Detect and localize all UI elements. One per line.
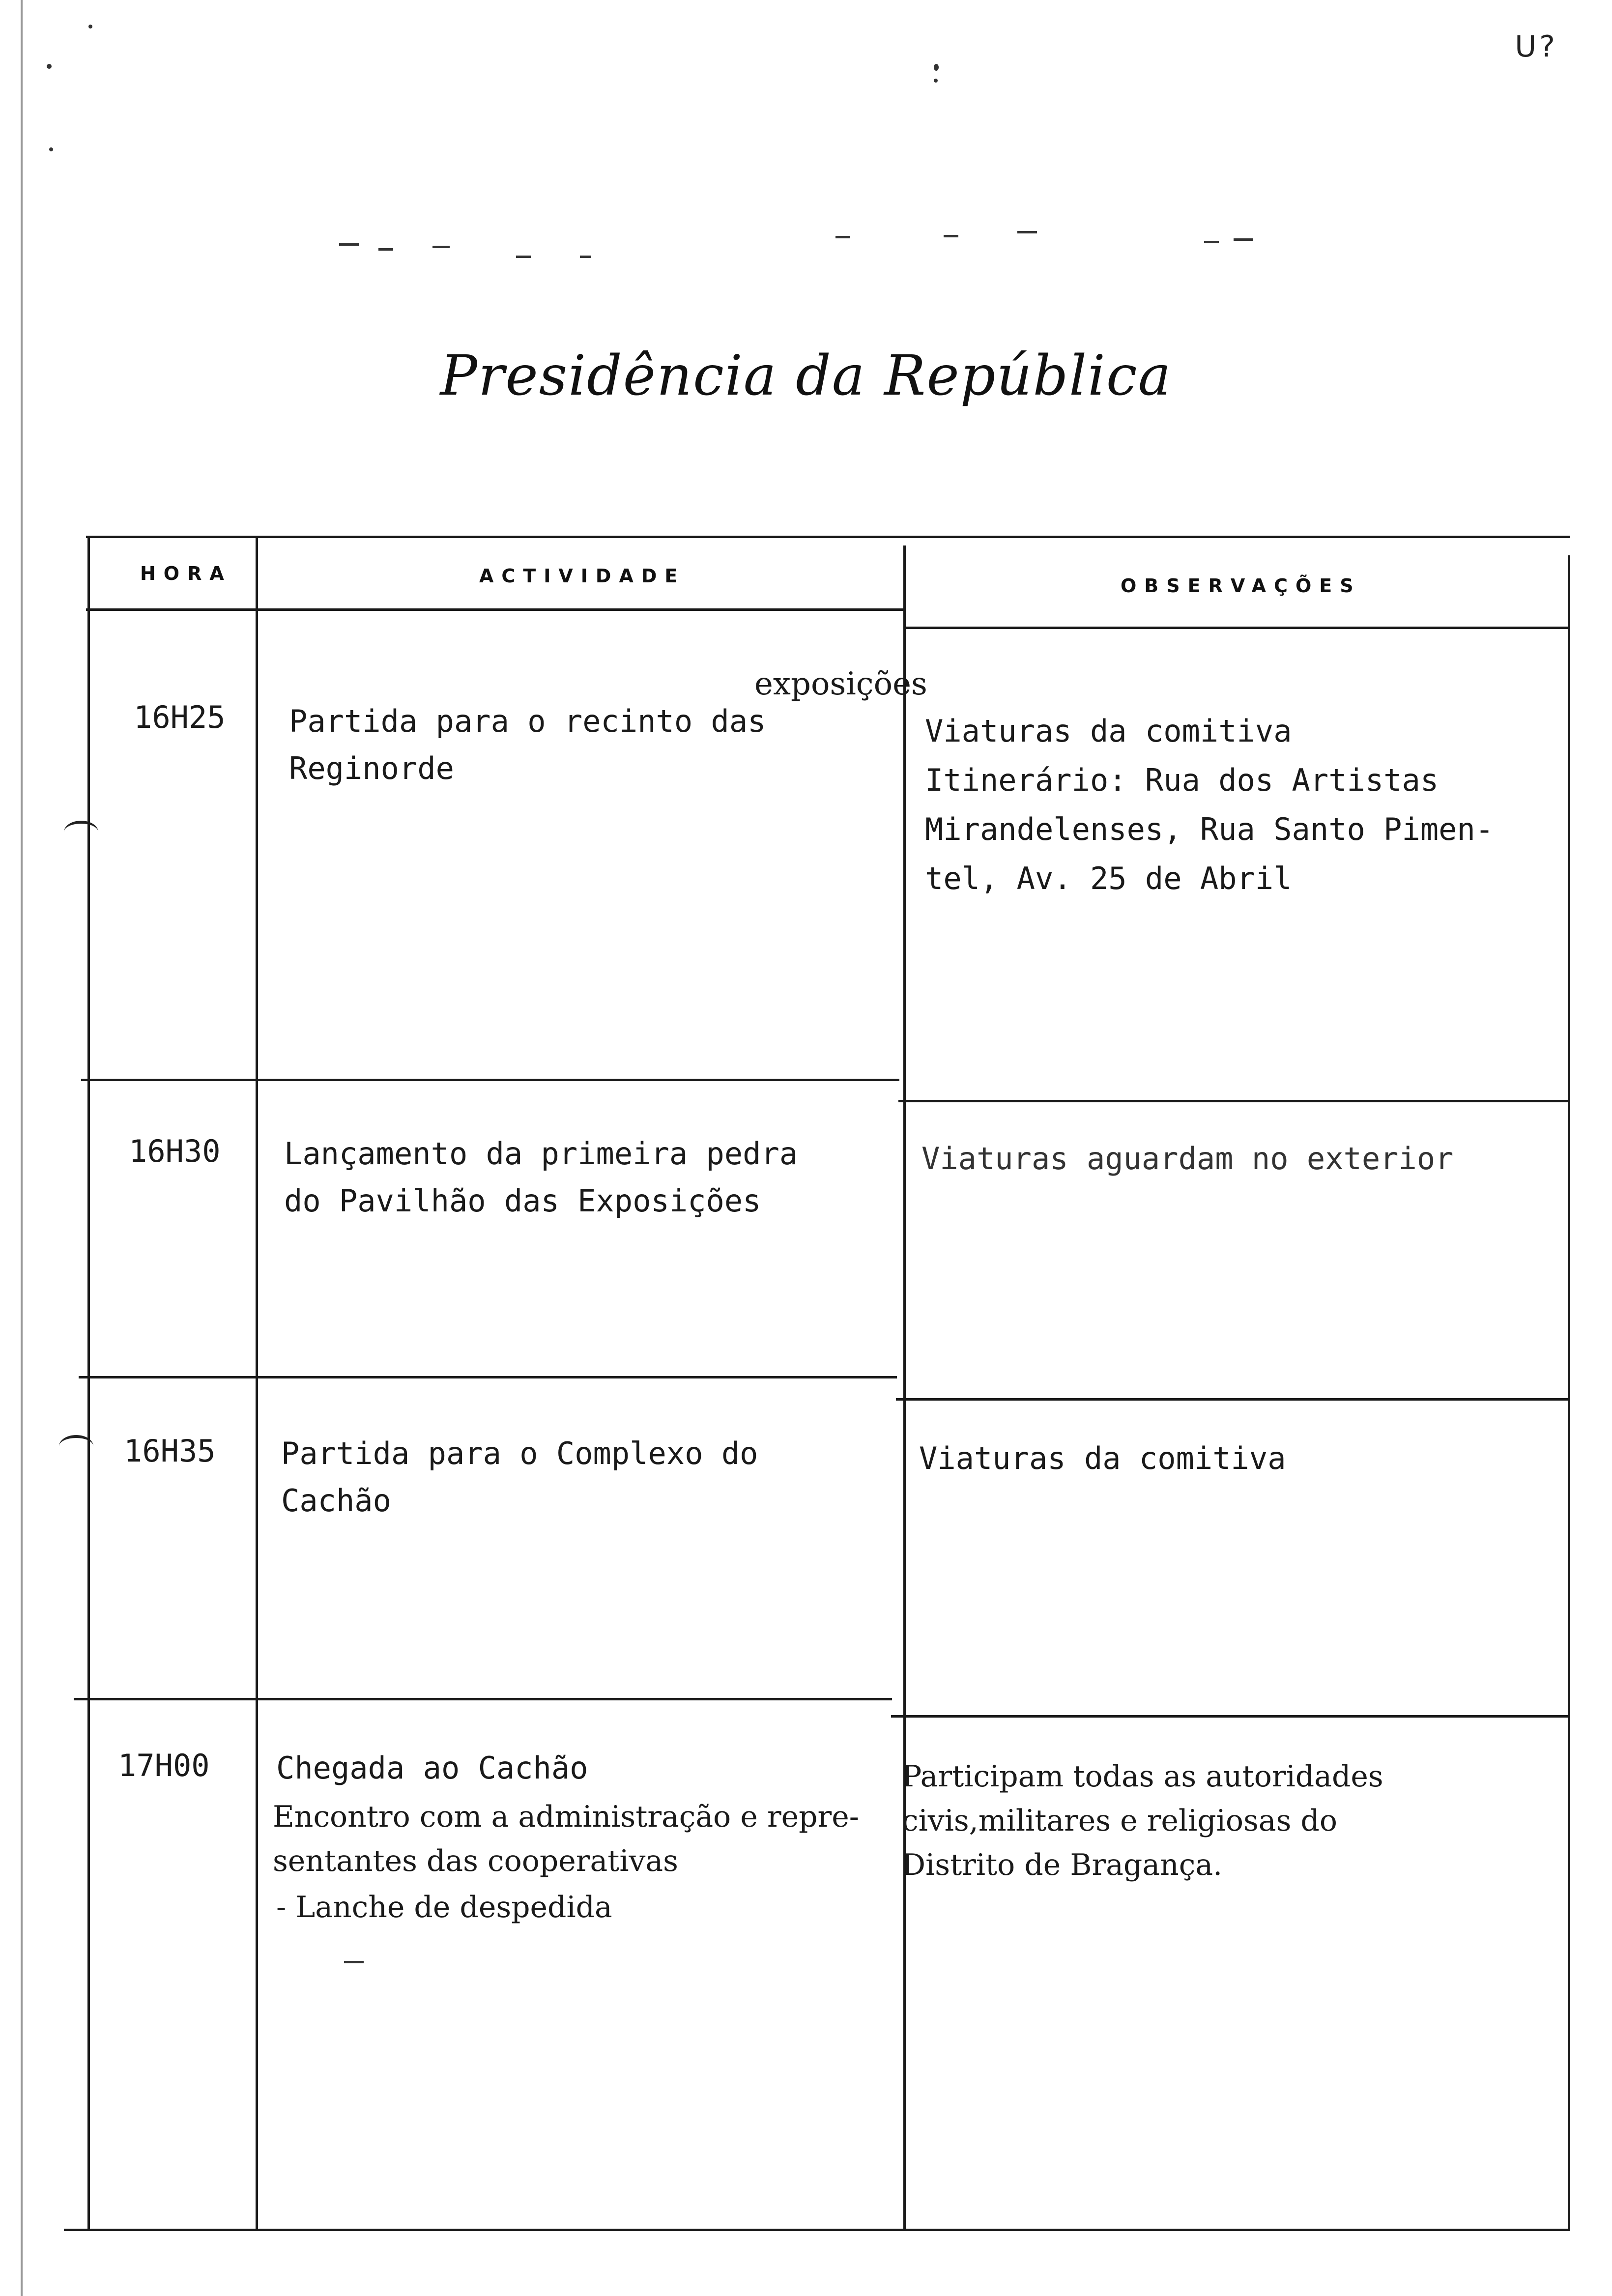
row-1-actividade: Partida para o recinto das Reginorde [289,703,766,786]
scan-dash [1204,241,1219,243]
scan-dash [835,236,850,238]
scan-speck [47,64,52,69]
header-bottom-border [903,627,1570,629]
column-header-hora: HORA [140,563,232,584]
column-divider-actividade [903,545,906,2231]
row-separator [891,1715,1568,1718]
scan-speck [934,79,938,83]
row-4-actividade-detail: Encontro com a administração e repre- sentantes das cooperativas [273,1800,859,1878]
row-1-observacoes: Viaturas da comitiva Itinerário: Rua dos Artistas Mirandelenses, Rua Santo Pimen- tel, Av. 25 de Abril [925,713,1494,896]
table-top-border [86,536,1570,538]
scan-dash [378,248,393,251]
scan-dash [516,256,531,258]
scan-speck [88,25,92,29]
row-separator [898,1100,1568,1102]
row-separator [79,1376,897,1378]
table-bottom-border [64,2229,1568,2231]
row-1-handwritten-insert: exposições [754,666,927,702]
page-number-mark: U? [1515,29,1558,64]
row-4-actividade: Chegada ao Cachão [276,1750,588,1786]
scan-dash [944,235,958,237]
letterhead-title: Presidência da República [440,344,1172,408]
row-2-hora: 16H30 [129,1133,221,1169]
row-separator [896,1398,1568,1401]
scan-dash [1234,238,1253,241]
row-3-hora: 16H35 [124,1433,216,1469]
row-separator [81,1079,899,1081]
row-separator [74,1698,892,1700]
table-right-border [1568,555,1570,2231]
row-2-actividade: Lançamento da primeira pedra do Pavilhão das Exposições [284,1136,798,1219]
binder-hole-mark [64,821,98,843]
column-header-observacoes: OBSERVAÇÕES [1121,575,1361,597]
scan-dash [339,243,359,246]
table-left-border [87,536,90,2231]
row-3-observacoes: Viaturas da comitiva [919,1440,1286,1476]
scan-dash [432,246,450,248]
header-bottom-border [86,608,904,611]
scan-speck [49,147,53,151]
row-1-hora: 16H25 [134,699,226,735]
column-header-actividade: ACTIVIDADE [479,565,686,587]
column-divider-hora [256,538,258,2231]
row-4-observacoes: Participam todas as autoridades civis,militares e religiosas do Distrito de Bragança. [902,1759,1383,1882]
scan-dash [1017,231,1037,233]
scan-dash [580,256,591,258]
scan-speck [934,64,939,71]
row-3-actividade: Partida para o Complexo do Cachão [281,1435,758,1519]
scan-dash [344,1961,364,1963]
row-4-hora: 17H00 [118,1748,210,1783]
row-2-observacoes: Viaturas aguardam no exterior [921,1141,1454,1177]
row-4-actividade-bullet: - Lanche de despedida [276,1890,612,1924]
